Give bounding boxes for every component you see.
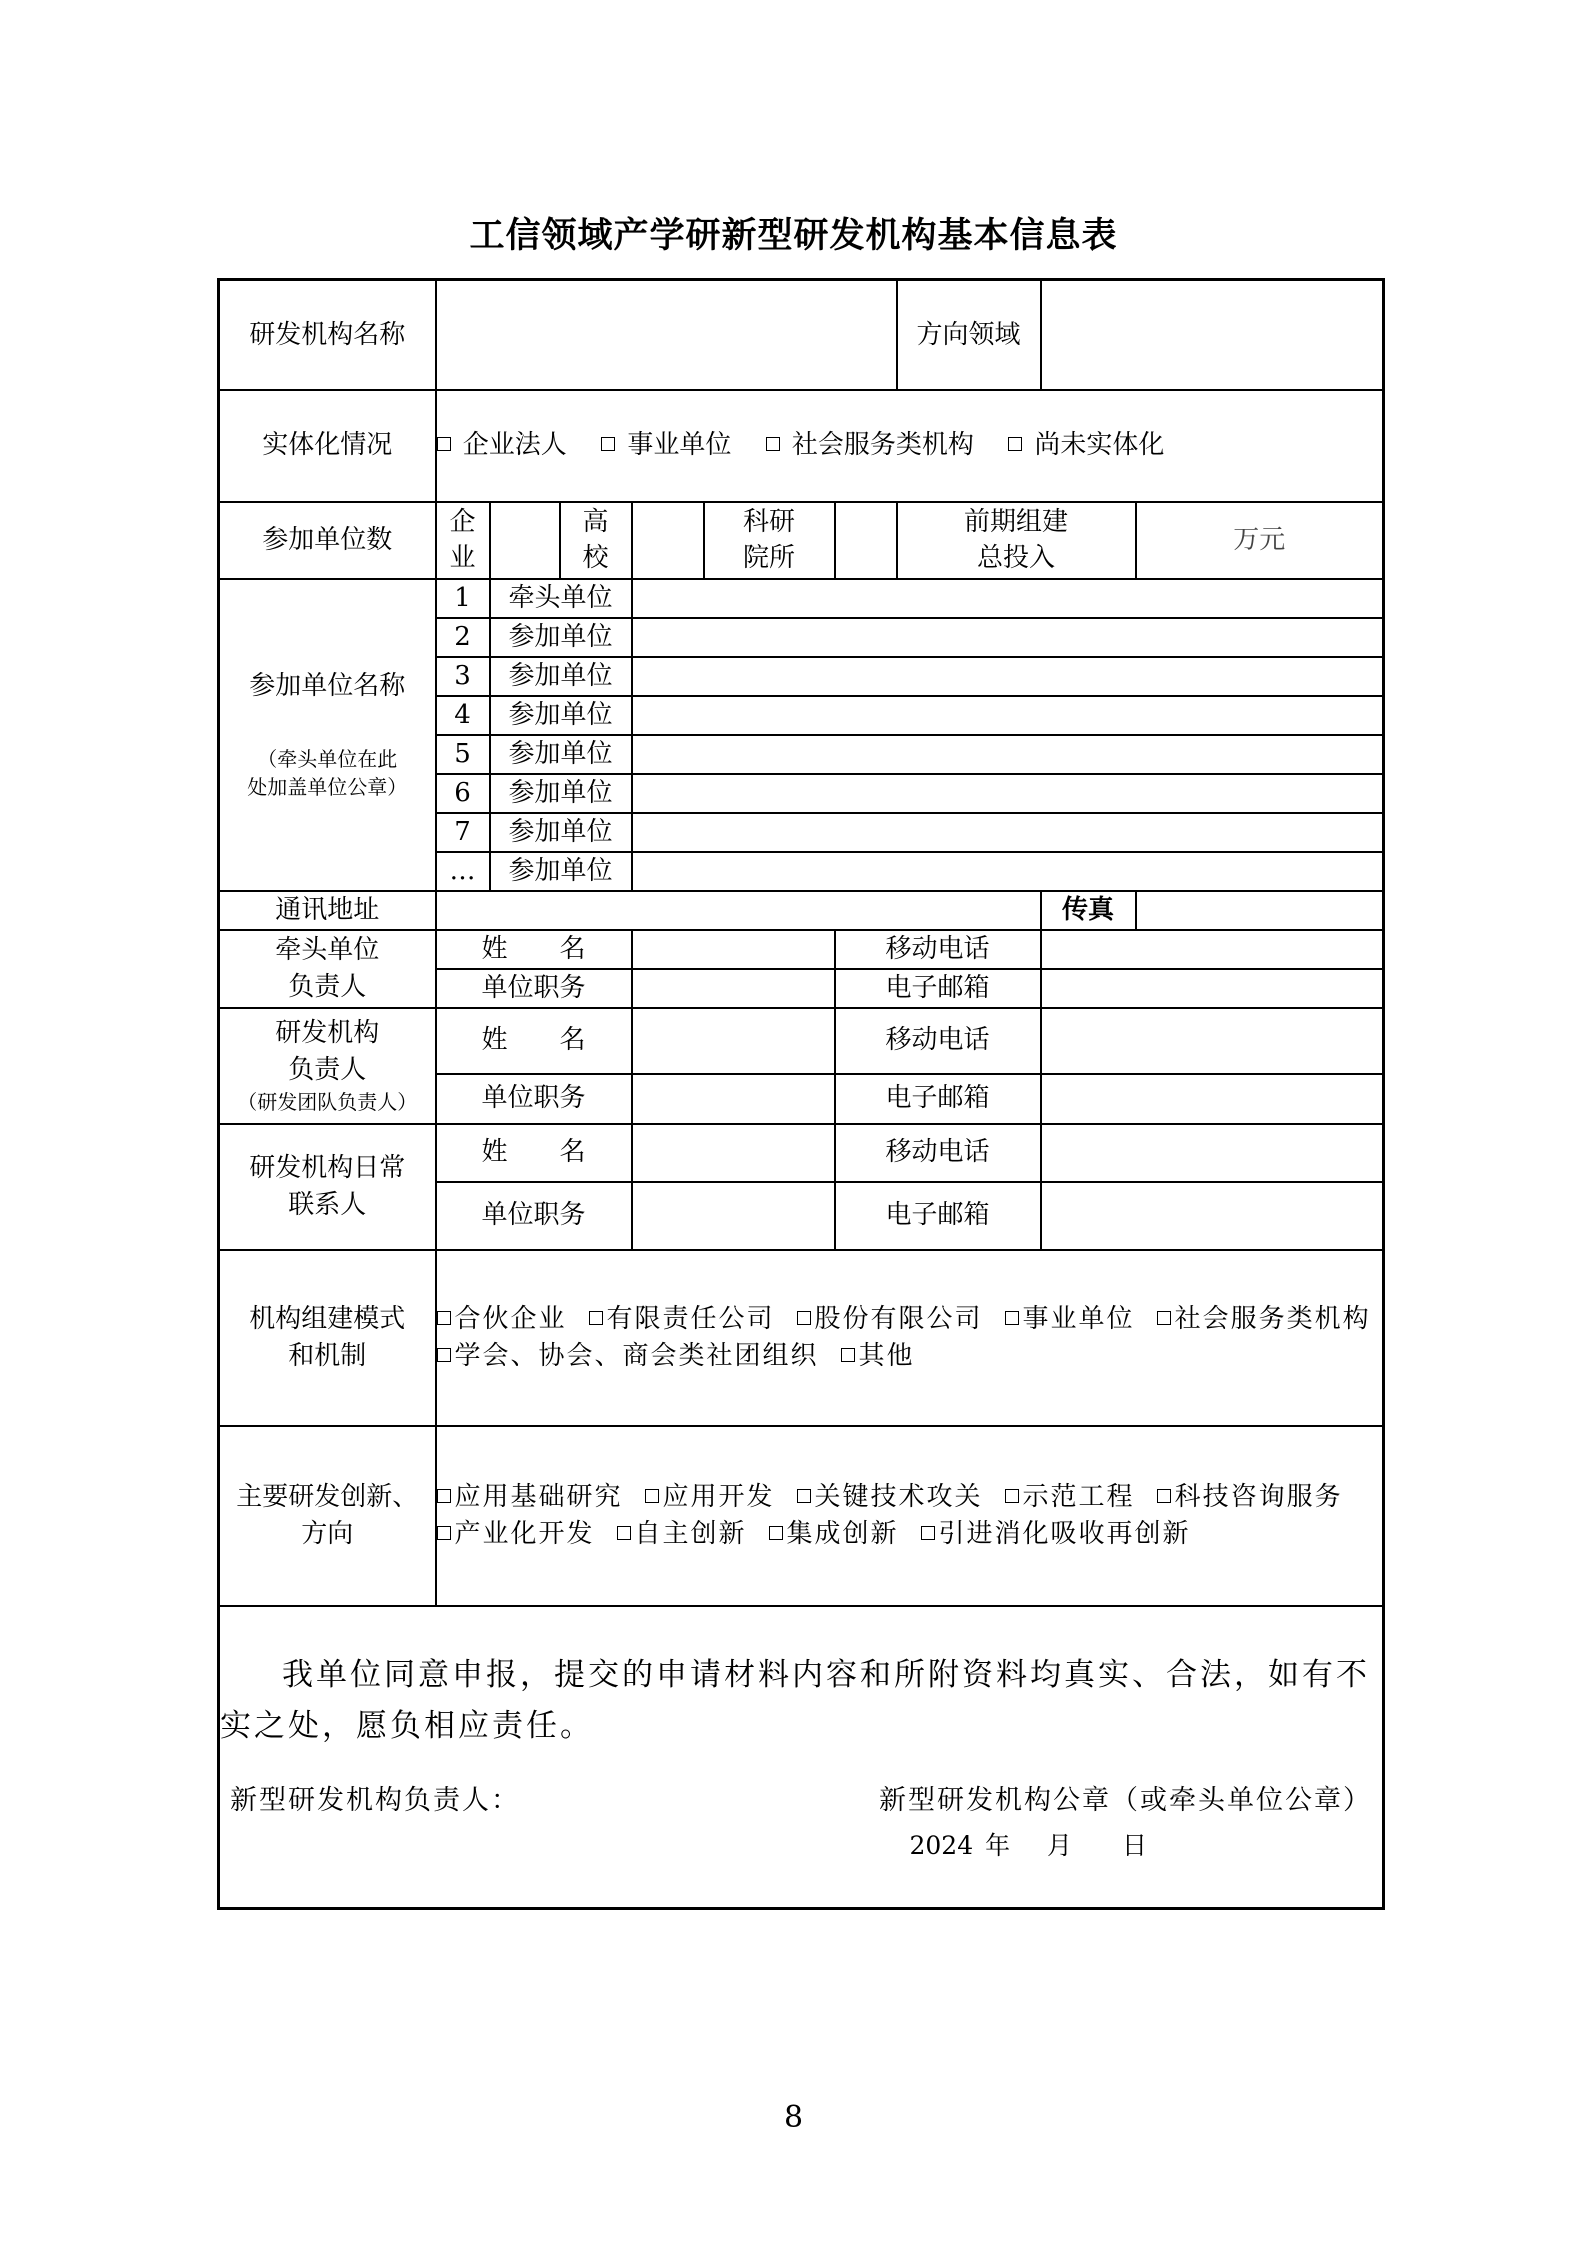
checkbox-icon[interactable] <box>1157 1489 1171 1503</box>
checkbox-icon[interactable] <box>437 1489 451 1503</box>
lead-name-label: 姓 名 <box>436 930 632 969</box>
signer-label: 新型研发机构负责人： <box>230 1785 520 1817</box>
participants-label-cell <box>219 579 436 891</box>
mode-option[interactable]: 事业单位 <box>1005 1304 1135 1334</box>
participant-name-field[interactable] <box>632 696 1384 735</box>
lead-email-label: 电子邮箱 <box>835 969 1041 1008</box>
rd-email-field[interactable] <box>1041 1074 1384 1124</box>
participant-num: … <box>436 852 490 891</box>
checkbox-icon[interactable] <box>921 1526 935 1540</box>
investment-label: 前期组建 总投入 <box>897 502 1136 579</box>
participant-role: 参加单位 <box>490 657 632 696</box>
direction-option[interactable]: 科技咨询服务 <box>1157 1482 1343 1512</box>
checkbox-icon[interactable] <box>1005 1311 1019 1325</box>
investment-field[interactable]: 万元 <box>1136 502 1384 579</box>
participants-note-line1: （牵头单位在此 <box>257 746 398 771</box>
entity-option-institution[interactable]: 事业单位 <box>601 430 731 460</box>
participant-num: 6 <box>436 774 490 813</box>
fax-label: 传真 <box>1041 891 1136 930</box>
contact-mobile-label: 移动电话 <box>835 1124 1041 1182</box>
checkbox-icon[interactable] <box>1008 437 1022 451</box>
participant-name-field[interactable] <box>632 774 1384 813</box>
checkbox-icon[interactable] <box>437 1348 451 1362</box>
lead-mobile-field[interactable] <box>1041 930 1384 969</box>
mode-option[interactable]: 社会服务类机构 <box>1157 1304 1371 1334</box>
institute-count-label: 科研 院所 <box>704 502 835 579</box>
lead-email-field[interactable] <box>1041 969 1384 1008</box>
unit-count-label: 参加单位数 <box>219 502 436 579</box>
participant-num: 2 <box>436 618 490 657</box>
mode-option[interactable]: 合伙企业 <box>437 1304 567 1334</box>
declaration-text: 我单位同意申报，提交的申请材料内容和所附资料均真实、合法，如有不实之处，愿负相应责任。 <box>220 1657 1370 1745</box>
mode-option[interactable]: 股份有限公司 <box>797 1304 983 1334</box>
checkbox-icon[interactable] <box>437 1526 451 1540</box>
direction-option[interactable]: 示范工程 <box>1005 1482 1135 1512</box>
lead-title-field[interactable] <box>632 969 835 1008</box>
checkbox-icon[interactable] <box>589 1311 603 1325</box>
direction-option[interactable]: 集成创新 <box>769 1519 899 1549</box>
mode-option[interactable]: 学会、协会、商会类社团组织 <box>437 1341 819 1371</box>
participants-label: 参加单位名称 <box>249 671 406 702</box>
rd-name-label-cell: 姓 名 <box>436 1008 632 1074</box>
page-number: 8 <box>783 2100 804 2135</box>
mode-option[interactable]: 有限责任公司 <box>589 1304 775 1334</box>
contact-name-label: 姓 名 <box>436 1124 632 1182</box>
checkbox-icon[interactable] <box>1005 1489 1019 1503</box>
rd-person-label: 研发机构 负责人 （研发团队负责人） <box>219 1008 436 1124</box>
lead-title-label: 单位职务 <box>436 969 632 1008</box>
direction-option[interactable]: 引进消化吸收再创新 <box>921 1519 1191 1549</box>
direction-field-label: 方向领域 <box>897 280 1041 390</box>
participant-name-field[interactable] <box>632 852 1384 891</box>
participants-note-line2: 处加盖单位公章） <box>247 774 408 799</box>
participant-role: 参加单位 <box>490 696 632 735</box>
participant-name-field[interactable] <box>632 579 1384 618</box>
checkbox-icon[interactable] <box>617 1526 631 1540</box>
mode-options <box>436 1250 1384 1426</box>
mode-option[interactable]: 其他 <box>841 1341 915 1371</box>
direction-field[interactable] <box>1041 280 1384 390</box>
participant-role: 参加单位 <box>490 813 632 852</box>
seal-label: 新型研发机构公章（或牵头单位公章） <box>879 1785 1373 1817</box>
rd-name-field[interactable] <box>436 280 897 390</box>
participant-name-field[interactable] <box>632 657 1384 696</box>
university-count-label: 高 校 <box>560 502 632 579</box>
info-form-table <box>217 278 1385 1910</box>
rd-name-label: 研发机构名称 <box>219 280 436 390</box>
participant-role: 牵头单位 <box>490 579 632 618</box>
participant-role: 参加单位 <box>490 735 632 774</box>
rd-title-label: 单位职务 <box>436 1074 632 1124</box>
address-field[interactable] <box>436 891 1041 930</box>
direction-option[interactable]: 关键技术攻关 <box>797 1482 983 1512</box>
contact-person-label: 研发机构日常 联系人 <box>219 1124 436 1250</box>
direction-option[interactable]: 产业化开发 <box>437 1519 595 1549</box>
entity-status-options <box>436 390 1384 502</box>
checkbox-icon[interactable] <box>1157 1311 1171 1325</box>
rd-mobile-label: 移动电话 <box>835 1008 1041 1074</box>
entity-option-none[interactable]: 尚未实体化 <box>1008 430 1164 460</box>
enterprise-count-field[interactable] <box>490 502 560 579</box>
contact-email-label: 电子邮箱 <box>835 1182 1041 1250</box>
checkbox-icon[interactable] <box>797 1311 811 1325</box>
checkbox-icon[interactable] <box>766 437 780 451</box>
checkbox-icon[interactable] <box>841 1348 855 1362</box>
contact-mobile-field[interactable] <box>1041 1124 1384 1182</box>
checkbox-icon[interactable] <box>437 1311 451 1325</box>
enterprise-count-label: 企 业 <box>436 502 490 579</box>
rd-email-label: 电子邮箱 <box>835 1074 1041 1124</box>
mode-label: 机构组建模式 和机制 <box>219 1250 436 1426</box>
participant-name-field[interactable] <box>632 735 1384 774</box>
entity-status-label: 实体化情况 <box>219 390 436 502</box>
participant-num: 5 <box>436 735 490 774</box>
direction-option[interactable]: 应用开发 <box>645 1482 775 1512</box>
lead-person-label: 牵头单位 负责人 <box>219 930 436 1008</box>
checkbox-icon[interactable] <box>769 1526 783 1540</box>
participant-role: 参加单位 <box>490 852 632 891</box>
direction-option[interactable]: 应用基础研究 <box>437 1482 623 1512</box>
institute-count-field[interactable] <box>835 502 897 579</box>
participant-name-field[interactable] <box>632 813 1384 852</box>
participant-name-field[interactable] <box>632 618 1384 657</box>
contact-name-field[interactable] <box>632 1124 835 1182</box>
declaration-cell <box>219 1606 1384 1909</box>
lead-name-field[interactable] <box>632 930 835 969</box>
checkbox-icon[interactable] <box>437 437 451 451</box>
checkbox-icon[interactable] <box>797 1489 811 1503</box>
rd-title-field[interactable] <box>632 1074 835 1124</box>
direction-option[interactable]: 自主创新 <box>617 1519 747 1549</box>
rd-person-name-field[interactable] <box>632 1008 835 1074</box>
participant-num: 1 <box>436 579 490 618</box>
page-title: 工信领域产学研新型研发机构基本信息表 <box>469 216 1118 256</box>
fax-field[interactable] <box>1136 891 1384 930</box>
contact-title-field[interactable] <box>632 1182 835 1250</box>
entity-option-enterprise[interactable]: 企业法人 <box>437 430 567 460</box>
checkbox-icon[interactable] <box>601 437 615 451</box>
contact-email-field[interactable] <box>1041 1182 1384 1250</box>
entity-option-social[interactable]: 社会服务类机构 <box>766 430 974 460</box>
address-label: 通讯地址 <box>219 891 436 930</box>
innovation-direction-label: 主要研发创新、 方向 <box>219 1426 436 1606</box>
participant-role: 参加单位 <box>490 774 632 813</box>
participant-role: 参加单位 <box>490 618 632 657</box>
innovation-direction-options <box>436 1426 1384 1606</box>
declaration-date: 2024 年 月 日 <box>909 1831 1148 1861</box>
contact-title-label: 单位职务 <box>436 1182 632 1250</box>
rd-mobile-field[interactable] <box>1041 1008 1384 1074</box>
participant-num: 4 <box>436 696 490 735</box>
lead-mobile-label: 移动电话 <box>835 930 1041 969</box>
university-count-field[interactable] <box>632 502 704 579</box>
checkbox-icon[interactable] <box>645 1489 659 1503</box>
participant-num: 7 <box>436 813 490 852</box>
participant-num: 3 <box>436 657 490 696</box>
